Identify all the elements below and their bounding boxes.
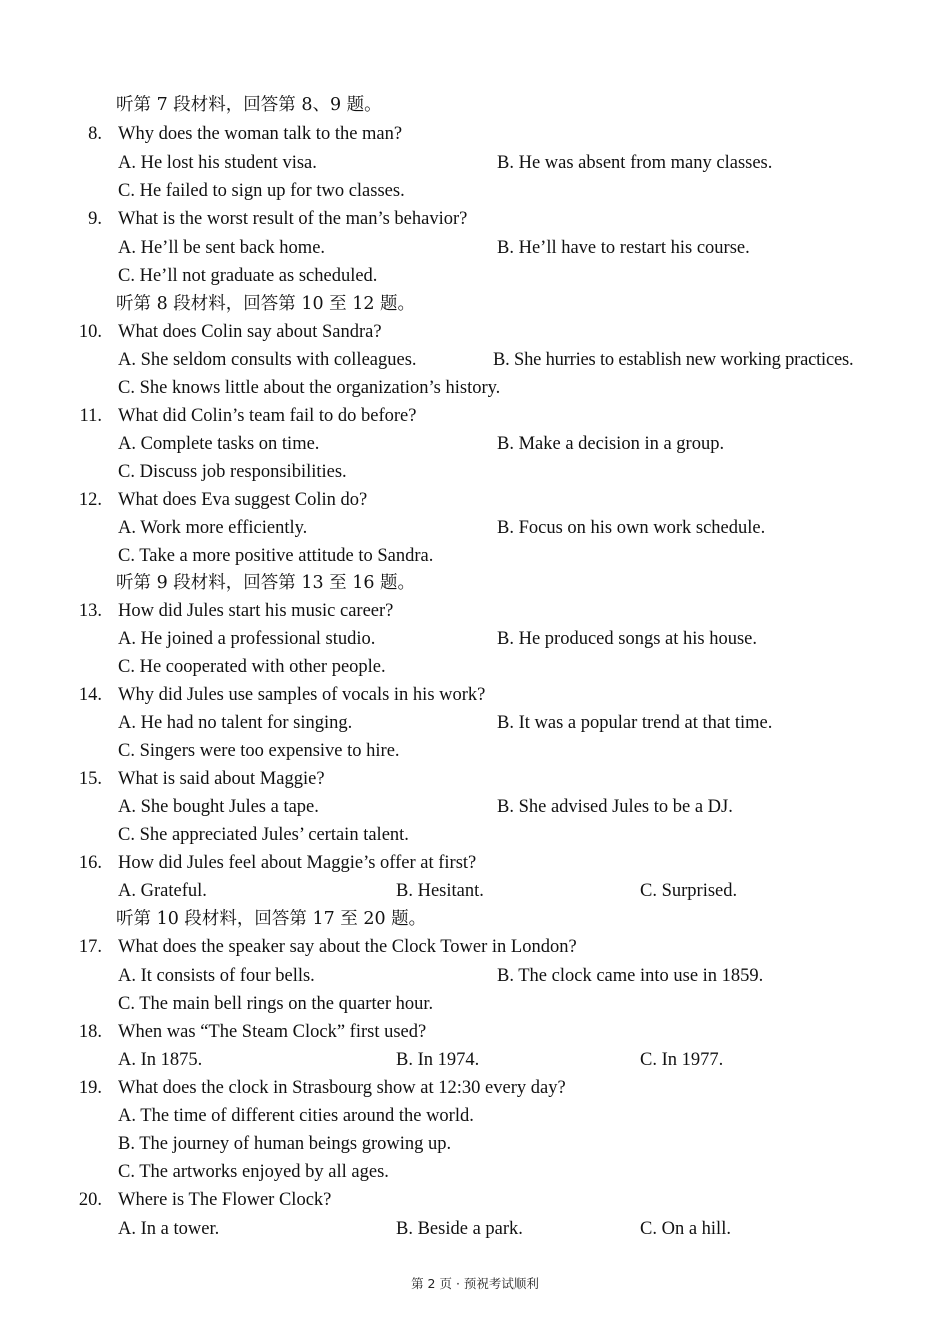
question-number: 10. [78,322,102,342]
option-b: B. He’ll have to restart his course. [497,238,750,258]
option-c: C. Singers were too expensive to hire. [118,741,400,761]
option-c: C. He failed to sign up for two classes. [118,181,405,201]
question-text: What does the speaker say about the Clock Tower in London? [118,937,577,957]
question-number: 17. [78,937,102,957]
option-b: B. She hurries to establish new working practices. [493,350,854,370]
question-text: When was “The Steam Clock” first used? [118,1022,427,1042]
option-c: C. Take a more positive attitude to Sandra. [118,546,434,566]
option-c: C. She knows little about the organization’s history. [118,378,501,398]
option-b: B. Hesitant. [396,881,484,901]
option-c: C. In 1977. [640,1050,724,1070]
question-number: 8. [88,124,102,144]
question-text: How did Jules feel about Maggie’s offer at first? [118,853,477,873]
option-a: A. She bought Jules a tape. [118,797,319,817]
section-heading-9: 听第 9 段材料，回答第 13 至 16 题。 [116,573,416,593]
option-a: A. He joined a professional studio. [118,629,376,649]
question-text: What is said about Maggie? [118,769,325,789]
question-number: 16. [78,853,102,873]
option-a: A. He’ll be sent back home. [118,238,326,258]
option-a: A. The time of different cities around the world. [118,1106,474,1126]
option-c: C. On a hill. [640,1219,731,1239]
option-b: B. He produced songs at his house. [497,629,757,649]
option-a: A. In a tower. [118,1219,220,1239]
question-number: 13. [78,601,102,621]
question-number: 18. [78,1022,102,1042]
question-number: 15. [78,769,102,789]
page-footer: 第 2 页 · 预祝考试顺利 [411,1276,539,1291]
question-text: What does the clock in Strasbourg show at 12:30 every day? [118,1078,566,1098]
section-heading-7: 听第 7 段材料，回答第 8、9 题。 [116,95,382,115]
section-heading-8: 听第 8 段材料，回答第 10 至 12 题。 [116,294,416,314]
option-c: C. Discuss job responsibilities. [118,462,347,482]
question-text: What does Eva suggest Colin do? [118,490,368,510]
option-a: A. He had no talent for singing. [118,713,353,733]
question-number: 20. [78,1190,102,1210]
option-c: C. The main bell rings on the quarter hour. [118,994,434,1014]
option-b: B. Make a decision in a group. [497,434,725,454]
option-a: A. She seldom consults with colleagues. [118,350,417,370]
option-b: B. He was absent from many classes. [497,153,773,173]
question-number: 9. [88,209,102,229]
option-c: C. Surprised. [640,881,738,901]
option-b: B. Beside a park. [396,1219,523,1239]
option-a: A. Work more efficiently. [118,518,308,538]
option-a: A. It consists of four bells. [118,966,315,986]
question-text: Where is The Flower Clock? [118,1190,332,1210]
option-b: B. She advised Jules to be a DJ. [497,797,733,817]
option-c: C. She appreciated Jules’ certain talent. [118,825,409,845]
question-text: Why did Jules use samples of vocals in his work? [118,685,486,705]
question-text: What did Colin’s team fail to do before? [118,406,417,426]
question-number: 14. [78,685,102,705]
option-c: C. He cooperated with other people. [118,657,386,677]
option-b: B. It was a popular trend at that time. [497,713,773,733]
section-heading-10: 听第 10 段材料，回答第 17 至 20 题。 [116,909,427,929]
option-b: B. In 1974. [396,1050,480,1070]
question-number: 19. [78,1078,102,1098]
question-text: Why does the woman talk to the man? [118,124,403,144]
question-text: What is the worst result of the man’s behavior? [118,209,468,229]
option-b: B. The journey of human beings growing up. [118,1134,452,1154]
question-number: 11. [79,406,102,426]
option-b: B. Focus on his own work schedule. [497,518,766,538]
option-c: C. He’ll not graduate as scheduled. [118,266,378,286]
option-a: A. Complete tasks on time. [118,434,320,454]
option-a: A. In 1875. [118,1050,203,1070]
option-a: A. He lost his student visa. [118,153,317,173]
question-text: How did Jules start his music career? [118,601,394,621]
option-b: B. The clock came into use in 1859. [497,966,764,986]
question-number: 12. [78,490,102,510]
question-text: What does Colin say about Sandra? [118,322,382,342]
option-a: A. Grateful. [118,881,207,901]
option-c: C. The artworks enjoyed by all ages. [118,1162,389,1182]
